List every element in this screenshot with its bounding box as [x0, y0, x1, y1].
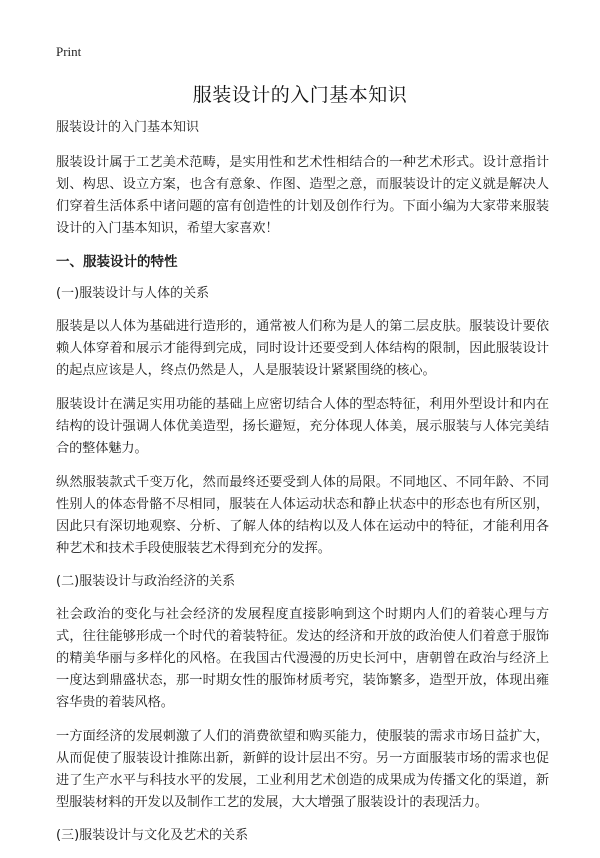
paragraph: 社会政治的变化与社会经济的发展程度直接影响到这个时期内人们的着装心理与方式，往往能够形成一个时代的着装特征。发达的经济和开放的政治使人们着意于服饰的精美华丽与多样化的风格。在我国古代漫漫的历史长河中，唐朝曾在政治与经济上一度达到鼎盛状态，那一时期女性的服饰材质考究，装饰繁多，造型开放，体现出雍容华贵的着装风格。 — [56, 607, 549, 710]
paragraph: 纵然服装款式千变万化，然而最终还要受到人体的局限。不同地区、不同年龄、不同性别人的体态骨骼不尽相同，服装在人体运动状态和静止状态中的形态也有所区别，因此只有深切地观察、分析、了解人体的结构以及人体在运动中的特征，才能利用各种艺术和技术手段使服装艺术得到充分的发挥。 — [56, 475, 549, 556]
paragraph: 服装是以人体为基础进行造形的，通常被人们称为是人的第二层皮肤。服装设计要依赖人体穿着和展示才能得到完成，同时设计还要受到人体结构的限制，因此服装设计的起点应该是人，终点仍然是人，人是服装设计紧紧围绕的核心。 — [56, 319, 549, 378]
print-link[interactable]: Print — [56, 44, 82, 59]
page-title: 服装设计的入门基本知识 — [192, 84, 408, 106]
subsection-heading-body: (一)服装设计与人体的关系 — [56, 286, 210, 301]
subsection-heading-politics-economy: (二)服装设计与政治经济的关系 — [56, 574, 236, 589]
article-body — [56, 118, 549, 858]
paragraph: 一方面经济的发展刺激了人们的消费欲望和购买能力，使服装的需求市场日益扩大，从而促使了服装设计推陈出新，新鲜的设计层出不穷。另一方面服装市场的需求也促进了生产水平与科技水平的发展，工业利用艺术创造的成果成为传播文化的渠道，新型服装材料的开发以及制作工艺的发展，大大增强了服装设计的表现活力。 — [56, 729, 549, 810]
intro-paragraph: 服装设计属于工艺美术范畴，是实用性和艺术性相结合的一种艺术形式。设计意指计划、构思、设立方案，也含有意象、作图、造型之意，而服装设计的定义就是解决人们穿着生活体系中诸问题的富有创造性的计划及创作行为。下面小编为大家带来服装设计的入门基本知识，希望大家喜欢！ — [56, 155, 549, 236]
paragraph: 服装设计在满足实用功能的基础上应密切结合人体的型态特征，利用外型设计和内在结构的设计强调人体优美造型，扬长避短，充分体现人体美，展示服装与人体完美结合的整体魅力。 — [56, 397, 549, 456]
subsection-heading-culture-art: (三)服装设计与文化及艺术的关系 — [56, 828, 249, 843]
section-heading-characteristics: 一、服装设计的特性 — [56, 254, 178, 270]
article-subtitle: 服装设计的入门基本知识 — [56, 120, 200, 135]
